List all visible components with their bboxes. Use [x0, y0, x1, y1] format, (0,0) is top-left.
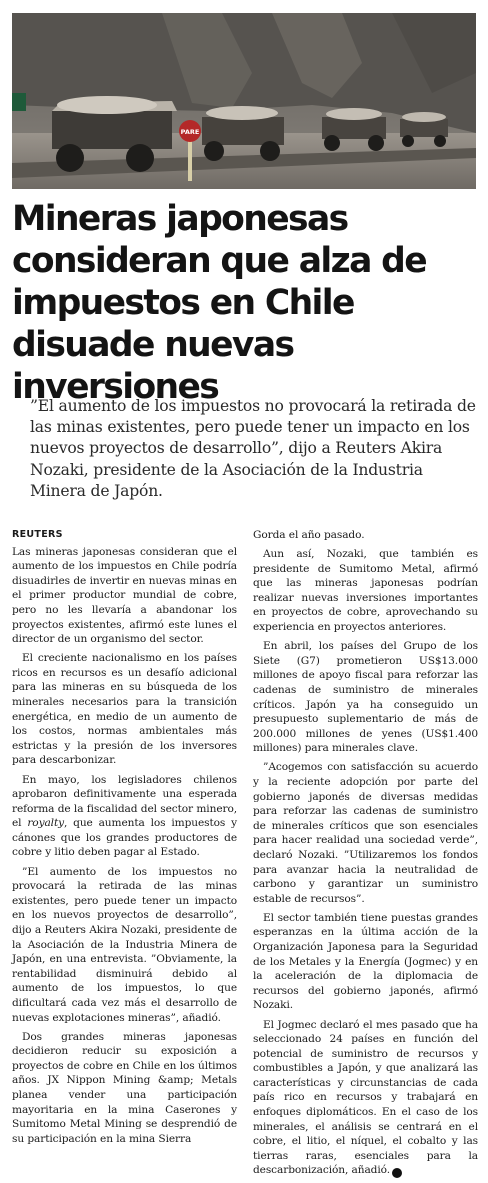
- article-body: [12, 528, 478, 1177]
- paragraph: ”Acogemos con satisfacción su acuerdo y la reciente adopción por parte del gobierno japonés de diversas medidas para reforzar las cadenas de suministro de minerales críticos que son esenciales para hacer realidad una sociedad verde”, declaró Nozaki. ”Utilizaremos los fondos para avanzar hacia la neutralidad de carbono y garantizar un suministro estable de recursos”.: [253, 761, 478, 905]
- paragraph: El creciente nacionalismo en los países ricos en recursos es un desafío adicional para las mineras en su búsqueda de los minerales necesarios para la transición energética, en medio de un aumento de los costos, normas ambientales más estrictas y la presión de los inversores para descarbonizar.: [12, 652, 237, 767]
- stop-sign-text: PARE: [180, 128, 200, 136]
- source-byline: REUTERS: [12, 529, 63, 540]
- right-column: [253, 528, 478, 1183]
- end-of-article-icon: ●: [392, 1168, 402, 1178]
- paragraph: El sector también tiene puestas grandes esperanzas en la última acción de la Organización Japonesa para la Seguridad de los Metales y la Energía (Jogmec) y en la aceleración de la diplomacia de recursos del gobierno japonés, afirmó Nozaki.: [253, 911, 478, 1012]
- paragraph: Aun así, Nozaki, que también es presidente de Sumitomo Metal, afirmó que las mineras japonesas podrían realizar nuevas inversiones importantes en proyectos de cobre, aprovechando su experiencia en proyectos anteriores.: [253, 548, 478, 634]
- paragraph: Gorda el año pasado.: [253, 529, 365, 541]
- paragraph: En mayo, los legisladores chilenos aprobaron definitivamente una esperada reforma de la fiscalidad del sector minero, el royalty, que aumenta los impuestos y cánones que los grandes productores de cobre y litio deben pagar al Estado.: [12, 773, 238, 859]
- paragraph: En abril, los países del Grupo de los Siete (G7) prometieron US$13.000 millones de apoyo fiscal para reforzar las cadenas de suministro de minerales críticos. Japón ya ha conseguido un presupuesto suplementario de más de 200.000 millones de yenes (US$1.400 millones) para minerales clave.: [253, 640, 478, 755]
- lede-quote: ”El aumento de los impuestos no provocará la retirada de las minas existentes, pero puede tener un impacto en los nuevos proyectos de desarrollo”, dijo a Reuters Akira Nozaki, presidente de la Asociación de la Industria Minera de Japón.: [30, 397, 476, 500]
- paragraph: ”El aumento de los impuestos no provocará la retirada de las minas existentes, pero puede tener un impacto en los nuevos proyectos de desarrollo”, dijo a Reuters Akira Nozaki, presidente de la Asociación de la Industria Minera de Japón, en una entrevista. ”Obviamente, la rentabilidad disminuirá debido al aumento de los impuestos, lo que dificultará cada vez más el desarrollo de nuevas explotaciones mineras”, añadió.: [12, 865, 237, 1024]
- left-column: [12, 528, 237, 1151]
- headline: Mineras japonesas consideran que alza de impuestos en Chile disuade nuevas inversiones: [12, 199, 427, 407]
- paragraph: El Jogmec declaró el mes pasado que ha seleccionado 24 países en función del potencial de suministro de recursos y combustibles a Japón, y que analizará las características y circunstancias de cada país rico en recursos y trabajará en enfoques diplomáticos. En el caso de los minerales, el análisis se centrará en el cobre, el litio, el níquel, el cobalto y las tierras raras, esenciales para la descarbonización, añadió. ●: [253, 1018, 478, 1177]
- mining-trucks-photo: [12, 13, 476, 189]
- paragraph: Dos grandes mineras japonesas decidieron reducir su exposición a proyectos de cobre en Chile en los últimos años. JX Nippon Mining &amp; Metals planea vender una participación mayoritaria en la mina Caserones y Sumitomo Metal Mining se desprendió de su participación en la mina Sierra: [12, 1030, 237, 1145]
- paragraph: Las mineras japonesas consideran que el aumento de los impuestos en Chile podría disuadirles de invertir en nuevas minas en el primer productor mundial de cobre, pero no les llevaría a abandonar los proyectos existentes, afirmó este lunes el director de un organismo del sector.: [12, 545, 237, 646]
